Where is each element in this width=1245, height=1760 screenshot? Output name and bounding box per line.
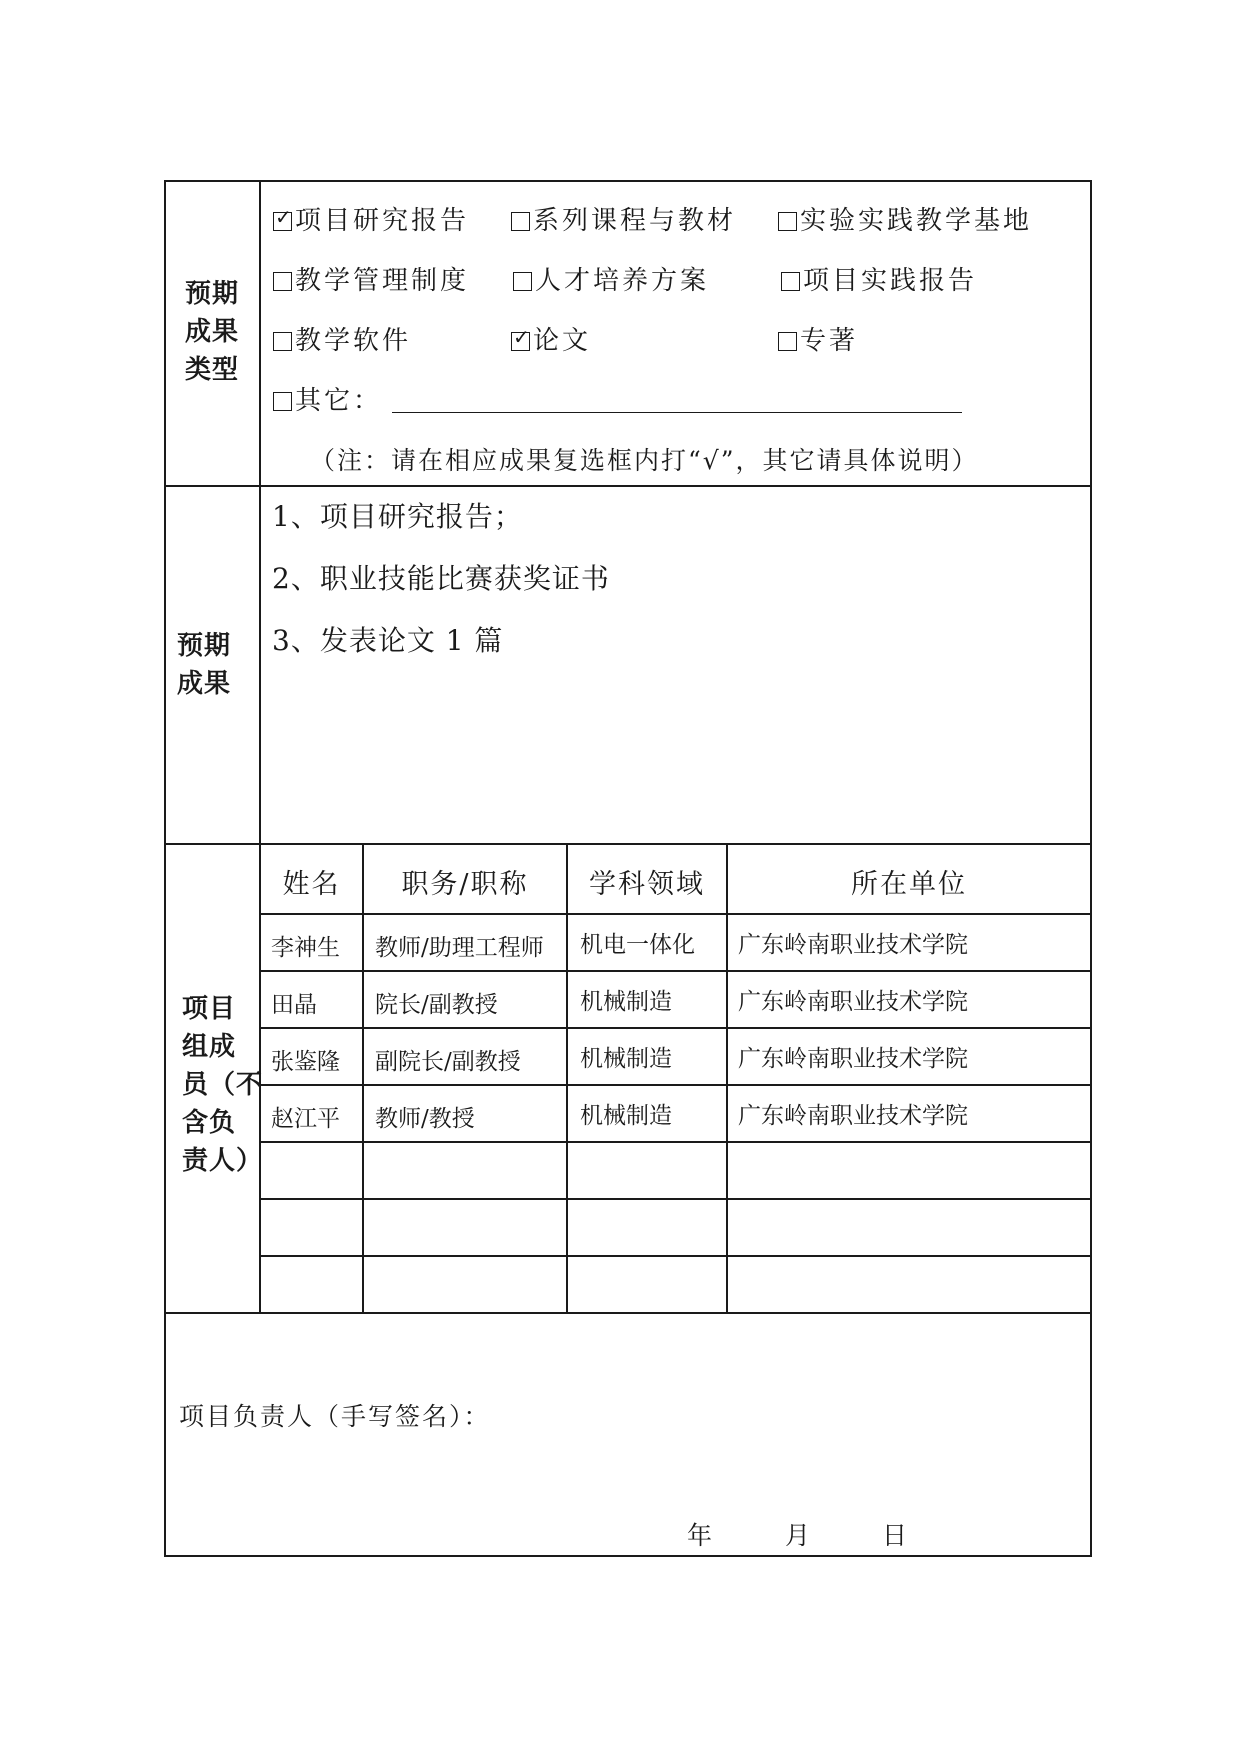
- member-field: 机械制造: [580, 1046, 672, 1072]
- member-unit: 广东岭南职业技术学院: [738, 1103, 968, 1129]
- member-unit: 广东岭南职业技术学院: [738, 932, 968, 958]
- members-row-divider: [259, 1141, 1091, 1143]
- member-title: 副院长/副教授: [375, 1049, 521, 1075]
- signature-day: 日: [882, 1521, 910, 1550]
- checkbox-icon[interactable]: [511, 212, 530, 231]
- expected-types-label: 预期 成果 类型: [185, 279, 240, 385]
- members-header-title: 职务/职称: [401, 869, 529, 900]
- member-title: 院长/副教授: [375, 992, 498, 1018]
- expected-result-item: 2、职业技能比赛获奖证书: [272, 562, 610, 595]
- signature-label: 项目负责人（手写签名）：: [179, 1402, 491, 1431]
- border-bottom: [164, 1555, 1092, 1557]
- other-input-line[interactable]: [392, 411, 962, 413]
- option-practice-report[interactable]: 项目实践报告: [781, 268, 977, 294]
- option-course-materials[interactable]: 系列课程与教材: [511, 208, 736, 234]
- members-row-divider: [259, 913, 1091, 915]
- checkbox-icon[interactable]: [273, 392, 292, 411]
- option-software[interactable]: 教学软件: [273, 328, 411, 354]
- signature-month: 月: [785, 1521, 813, 1550]
- member-name: 李神生: [271, 935, 340, 961]
- members-row-divider: [259, 970, 1091, 972]
- members-header-unit: 所在单位: [851, 869, 967, 900]
- option-practice-base[interactable]: 实验实践教学基地: [778, 208, 1032, 234]
- expected-result-item: 3、发表论文 1 篇: [272, 624, 504, 657]
- expected-results-label: 预期 成果: [177, 631, 232, 699]
- option-research-report[interactable]: ✓项目研究报告: [273, 208, 469, 234]
- option-training-plan[interactable]: 人才培养方案: [513, 268, 709, 294]
- checkbox-icon[interactable]: [778, 212, 797, 231]
- expected-result-item: 1、项目研究报告；: [272, 500, 523, 533]
- members-label: 项目 组成 员（不 含负 责人）: [182, 994, 264, 1176]
- option-paper[interactable]: ✓ 论文: [511, 328, 591, 354]
- checkbox-icon[interactable]: [778, 332, 797, 351]
- members-row-divider: [259, 1027, 1091, 1029]
- expected-types-note: （注：请在相应成果复选框内打“√”，其它请具体说明）: [310, 446, 979, 475]
- member-title: 教师/教授: [375, 1106, 475, 1132]
- section-divider-3: [164, 1312, 1092, 1314]
- member-field: 机电一体化: [580, 932, 695, 958]
- member-unit: 广东岭南职业技术学院: [738, 1046, 968, 1072]
- section-divider-2: [164, 843, 1092, 845]
- checkbox-checked-icon[interactable]: [511, 332, 530, 351]
- checkbox-icon[interactable]: [513, 272, 532, 291]
- section-divider-1: [164, 485, 1092, 487]
- members-header-name: 姓名: [282, 869, 341, 900]
- border-right: [1090, 180, 1092, 1557]
- member-title: 教师/助理工程师: [375, 935, 544, 961]
- member-field: 机械制造: [580, 989, 672, 1015]
- checkbox-icon[interactable]: [273, 332, 292, 351]
- border-left: [164, 180, 166, 1557]
- members-row-divider: [259, 1198, 1091, 1200]
- signature-year: 年: [687, 1521, 715, 1550]
- option-other[interactable]: 其它：: [273, 388, 962, 414]
- members-row-divider: [259, 1255, 1091, 1257]
- border-top: [164, 180, 1092, 182]
- checkbox-icon[interactable]: [781, 272, 800, 291]
- member-name: 张鉴隆: [271, 1049, 340, 1075]
- members-header-field: 学科领域: [589, 869, 705, 900]
- member-unit: 广东岭南职业技术学院: [738, 989, 968, 1015]
- option-monograph[interactable]: 专著: [778, 328, 858, 354]
- option-management-system[interactable]: 教学管理制度: [273, 268, 469, 294]
- members-row-divider: [259, 1084, 1091, 1086]
- checkbox-checked-icon[interactable]: [273, 212, 292, 231]
- checkbox-icon[interactable]: [273, 272, 292, 291]
- member-name: 田晶: [271, 992, 317, 1018]
- member-field: 机械制造: [580, 1103, 672, 1129]
- member-name: 赵江平: [271, 1106, 340, 1132]
